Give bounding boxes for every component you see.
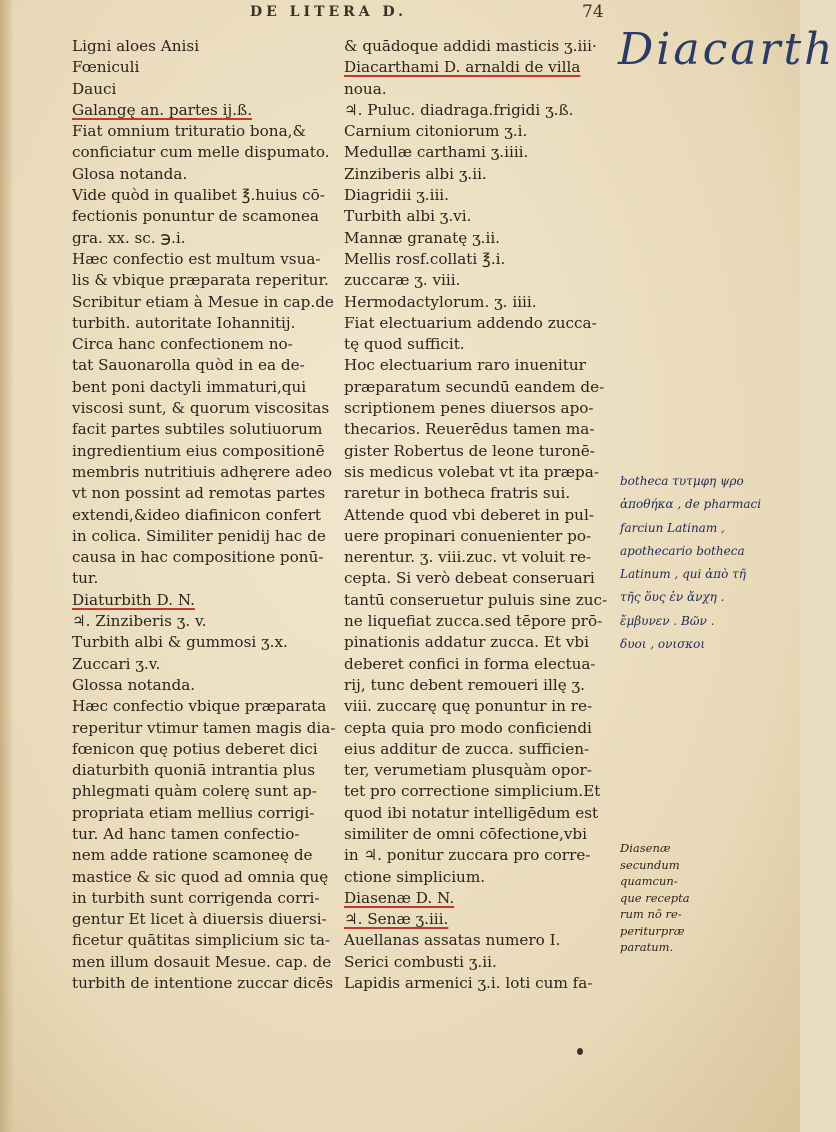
text-line: nem adde ratione scamoneę de <box>72 846 313 865</box>
text-line: similiter de omni cōfectione,vbi <box>344 824 587 843</box>
text-line: Hæc confectio est multum vsua- <box>72 249 321 268</box>
text-line: ♃. Senæ ʒ.iii. <box>344 910 449 929</box>
text-line: in turbith sunt corrigenda corri- <box>72 888 320 907</box>
text-line: causa in hac compositione ponū- <box>72 548 324 567</box>
text-line: vt non possint ad remotas partes <box>72 484 326 503</box>
text-line: gentur Et licet à diuersis diuersi- <box>72 910 327 929</box>
margin-note-line: periturpræ <box>620 923 685 938</box>
text-line: & quādoque addidi masticis ʒ.iii· <box>344 37 597 55</box>
text-line: uere propinari conuenienter po- <box>344 526 592 545</box>
handwritten-line: botheca τυτμφη ψρο <box>620 474 744 488</box>
text-line: Diasenæ D. N. <box>344 888 455 907</box>
margin-note-line: Diasenæ <box>620 841 671 855</box>
text-line: gister Robertus de leone turonē- <box>344 441 595 460</box>
text-line: Serici combusti ʒ.ii. <box>344 952 497 971</box>
margin-note-line: secundum <box>620 857 680 872</box>
text-line: nerentur. ʒ. viii.zuc. vt voluit re- <box>344 548 592 567</box>
text-line: tę quod sufficit. <box>344 335 465 354</box>
handwritten-line: Latinum , qui ἀπὸ τῆ <box>620 567 746 582</box>
text-line: pinationis addatur zucca. Et vbi <box>344 633 589 652</box>
text-line: Diagridii ʒ.iii. <box>344 186 449 205</box>
text-line: Diacarthami D. arnaldi de villa <box>344 58 581 77</box>
text-line: turbith de intentione zuccar dicēs <box>72 974 333 993</box>
text-line: ♃. Zinziberis ʒ. v. <box>72 612 207 631</box>
text-line: Scribitur etiam à Mesue in cap.de <box>72 292 334 311</box>
handwritten-line: δυοι , ονισκοι <box>620 637 706 652</box>
text-line: tet pro correctione simplicium.Et <box>344 782 601 801</box>
text-line: diaturbith quoniā intrantia plus <box>72 761 316 780</box>
text-line: rij, tunc debent remoueri illę ʒ. <box>344 675 585 694</box>
text-line: tur. <box>72 569 99 588</box>
text-line: zuccaræ ʒ. viii. <box>344 271 461 290</box>
text-line: in colica. Similiter penidij hac de <box>72 526 326 545</box>
text-line: Hermodactylorum. ʒ. iiii. <box>344 292 537 311</box>
text-line: Auellanas assatas numero I. <box>344 931 561 950</box>
text-line: Carnium citoniorum ʒ.i. <box>344 122 528 141</box>
margin-handwritten-title: Diacarth <box>618 24 836 75</box>
text-line: Diaturbith D. N. <box>72 590 195 609</box>
text-line: Zuccari ʒ.v. <box>72 654 161 673</box>
text-line: ficetur quātitas simplicium sic ta- <box>72 931 331 950</box>
text-line: Zinziberis albi ʒ.ii. <box>344 164 487 183</box>
text-line: extendi,&ideo diafinicon confert <box>72 505 321 524</box>
handwritten-line: farciun Latinam , <box>620 520 725 535</box>
text-line: propriata etiam mellius corrigi- <box>72 803 315 822</box>
text-line: Mellis rosf.collati ℥.i. <box>344 249 506 268</box>
text-line: membris nutritiuis adhęrere adeo <box>72 462 333 481</box>
text-line: eius additur de zucca. sufficien- <box>344 739 590 758</box>
margin-note-line: paratum. <box>620 940 674 954</box>
margin-note-line: que recepta <box>620 890 690 905</box>
text-line: deberet confici in forma electua- <box>344 654 596 673</box>
text-line: phlegmati quàm colerę sunt ap- <box>72 782 317 801</box>
text-line: cepta quia pro modo conficiendi <box>344 718 592 737</box>
text-line: Galangę an. partes ij.ß. <box>72 100 253 119</box>
page-number: 74 <box>582 2 604 22</box>
text-line: Attende quod vbi deberet in pul- <box>344 505 594 524</box>
text-line: bent poni dactyli immaturi,qui <box>72 377 307 396</box>
text-line: ter, verumetiam plusquàm opor- <box>344 761 592 780</box>
text-line: ingredientium eius compositionē <box>72 441 325 460</box>
handwritten-line: apothecario botheca <box>620 543 745 558</box>
text-line: mastice & sic quod ad omnia quę <box>72 867 329 886</box>
text-line: Vide quòd in qualibet ℥.huius cō- <box>72 186 325 205</box>
handwritten-line: ἀποθήκα , de pharmaci <box>620 497 762 512</box>
text-line: quod ibi notatur intelligēdum est <box>344 803 599 822</box>
left-text-column <box>72 36 334 994</box>
text-line: Mannæ granatę ʒ.ii. <box>344 228 501 247</box>
text-line: ctione simplicium. <box>344 867 486 886</box>
text-line: ne liquefiat zucca.sed tēpore prō- <box>344 612 603 631</box>
text-line: viscosi sunt, & quorum viscositas <box>72 399 330 418</box>
handwritten-line: τῆς ὅυς ἐν ἄνχη . <box>620 590 725 605</box>
handwritten-line: ἔμβυνεν . Βῶν . <box>620 613 715 628</box>
text-line: Hæc confectio vbique præparata <box>72 697 327 716</box>
text-line: tantū conseruetur puluis sine zuc- <box>344 590 608 609</box>
ink-blot <box>577 1048 583 1055</box>
text-line: cepta. Si verò debeat conseruari <box>344 569 595 588</box>
text-line: scriptionem penes diuersos apo- <box>344 399 594 418</box>
margin-printed-note <box>620 840 700 956</box>
text-line: ♃. Puluc. diadraga.frigidi ʒ.ß. <box>344 100 574 119</box>
running-title: DE LITERA D. <box>250 4 408 20</box>
text-line: Glossa notanda. <box>72 675 196 694</box>
text-line: tur. Ad hanc tamen confectio- <box>72 824 300 843</box>
text-line: Glosa notanda. <box>72 164 188 183</box>
text-line: Fiat electuarium addendo zucca- <box>344 313 597 332</box>
text-line: tat Sauonarolla quòd in ea de- <box>72 356 305 375</box>
text-line: noua. <box>344 79 387 98</box>
text-line: reperitur vtimur tamen magis dia- <box>72 718 336 737</box>
text-line: men illum dosauit Mesue. cap. de <box>72 952 332 971</box>
text-line: turbith. autoritate Iohannitij. <box>72 313 296 332</box>
text-line: in ♃. ponitur zuccara pro corre- <box>344 846 591 865</box>
text-line: Circa hanc confectionem no- <box>72 335 293 354</box>
right-text-column <box>344 36 610 994</box>
text-line: conficiatur cum melle dispumato. <box>72 143 330 162</box>
text-line: Medullæ carthami ʒ.iiii. <box>344 143 529 162</box>
text-line: thecarios. Reuerēdus tamen ma- <box>344 420 595 439</box>
text-line: præparatum secundū eandem de- <box>344 377 605 396</box>
margin-note-line: rum nō re- <box>620 907 682 921</box>
text-line: Ligni aloes Anisi <box>72 37 200 55</box>
margin-note-line: quamcun- <box>620 874 678 888</box>
margin-handwritten-notes <box>620 470 800 656</box>
text-line: fectionis ponuntur de scamonea <box>72 207 319 226</box>
text-line: facit partes subtiles solutiuorum <box>72 420 323 439</box>
text-line: fœnicon quę potius deberet dici <box>72 739 318 758</box>
page-gutter-shadow <box>0 0 14 1132</box>
text-line: Turbith albi & gummosi ʒ.x. <box>72 633 288 652</box>
text-line: Lapidis armenici ʒ.i. loti cum fa- <box>344 974 593 993</box>
text-line: Dauci <box>72 79 117 98</box>
text-line: Fœniculi <box>72 58 140 77</box>
text-line: raretur in botheca fratris sui. <box>344 484 571 503</box>
text-line: Turbith albi ʒ.vi. <box>344 207 472 226</box>
text-line: gra. xx. sc. ℈.i. <box>72 228 186 247</box>
text-line: sis medicus volebat vt ita præpa- <box>344 462 599 481</box>
text-line: Fiat omnium trituratio bona,& <box>72 122 306 141</box>
text-line: lis & vbique præparata reperitur. <box>72 271 329 290</box>
text-line: viii. zuccarę quę ponuntur in re- <box>344 697 593 716</box>
text-line: Hoc electuarium raro inuenitur <box>344 356 586 375</box>
